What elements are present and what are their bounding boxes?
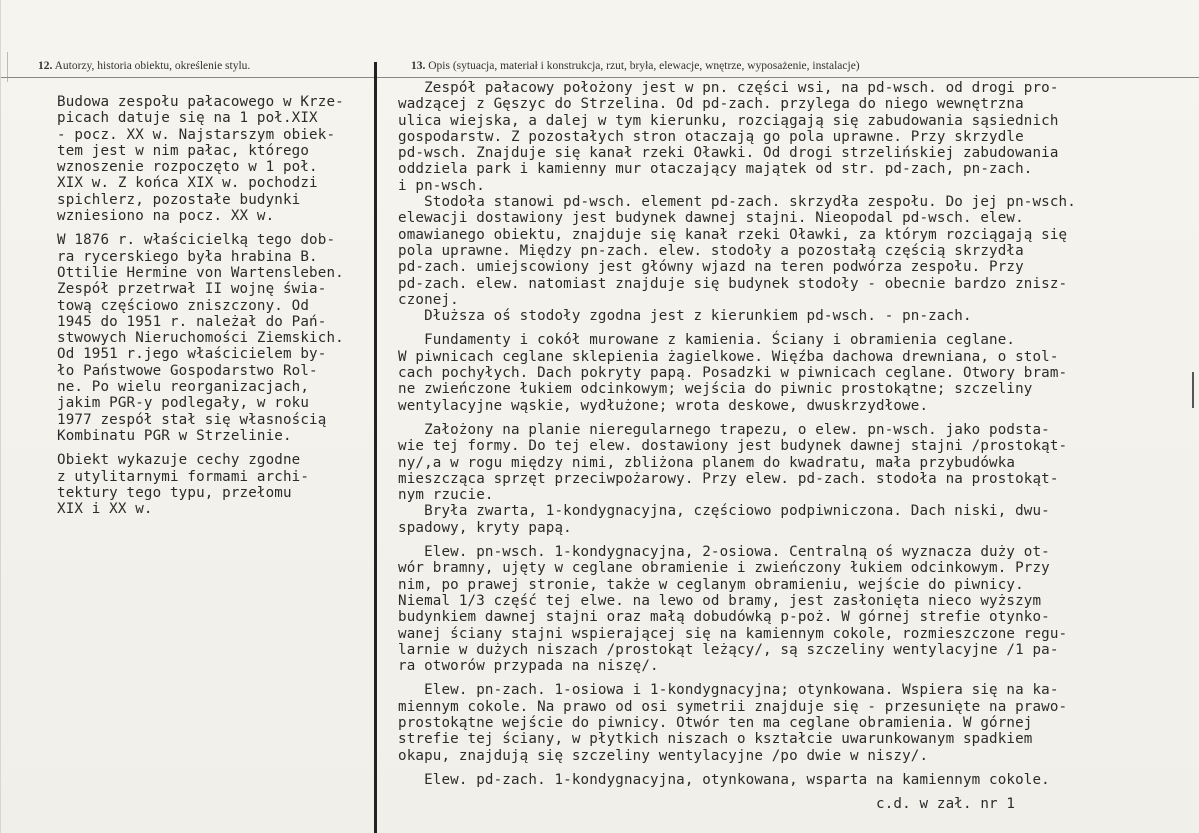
description-text-line: oddziela park i kamienny mur otaczający majątek od str. pd-zach, pn-zach.: [398, 161, 1033, 178]
description-text-line: [398, 674, 1178, 682]
description-text-line: wadzącej z Gęszyc do Strzelina. Od pd-zach. przylega do niego wewnętrzna: [398, 96, 1024, 113]
section-12-header: [38, 60, 250, 72]
description-text-line: pola uprawne. Między pn-zach. elew. stodoły a pozostałą częścią skrzydła: [398, 242, 1024, 259]
description-text-line: c.d. w zał. nr 1: [398, 796, 1016, 813]
history-text-line: tem jest w nim pałac, którego: [57, 142, 310, 159]
description-text-line: nim, po prawej stronie, także w ceglanym obramieniu, wejście do piwnicy.: [398, 576, 1024, 593]
history-text-line: tektury tego typu, przełomu: [57, 484, 292, 501]
description-text-line: nym rzucie.: [398, 487, 494, 504]
history-text-line: W 1876 r. właścicielką tego dob-: [57, 232, 336, 249]
description-text-line: W piwnicach ceglane sklepienia żagielkowe. Więźba dachowa drewniana, o stol-: [398, 348, 1059, 365]
description-text-line: elewacji dostawiony jest budynek dawnej stajni. Nieopodal pd-wsch. elew.: [398, 210, 1024, 227]
description-text-line: budynkiem dawnej stajni oraz małą dobudówką p-poż. W górnej strefie otynko-: [398, 609, 1050, 626]
history-text-line: XIX w. Z końca XIX w. pochodzi: [57, 175, 318, 192]
description-text-line: Elew. pn-zach. 1-osiowa i 1-kondygnacyjna; otynkowana. Wspiera się na ka-: [398, 682, 1059, 699]
description-text-line: ulica wiejska, a dalej w tym kierunku, rozciągają się zabudowania sąsiednich: [398, 112, 1059, 129]
margin-mark: [1192, 372, 1194, 408]
description-text-line: i pn-wsch.: [398, 177, 485, 194]
description-text-line: wór bramny, ujęty w ceglane obramienie i zwieńczony łukiem odcinkowym. Przy: [398, 560, 1050, 577]
description-text-line: larnie w dużych niszach /prostokąt leżący/, są szczeliny wentylacyjne /1 pa-: [398, 641, 1059, 658]
description-text-line: Założony na planie nieregularnego trapezu, o elew. pn-wsch. jako podsta-: [398, 421, 1050, 438]
description-text-line: Niemal 1/3 część tej elwe. na lewo od bramy, jest zasłonięta nieco wyższym: [398, 592, 1042, 609]
description-text-line: czonej.: [398, 291, 459, 308]
header-rule: [1, 77, 1199, 78]
description-text-line: [398, 536, 1178, 544]
column-divider: [374, 62, 377, 833]
description-text-line: Zespół pałacowy położony jest w pn. części wsi, na pd-wsch. od drogi pro-: [398, 80, 1059, 96]
history-text-line: wzniesiono na pocz. XX w.: [57, 208, 275, 225]
history-text-line: 1977 zespół stał się własnością: [57, 411, 327, 428]
description-text-line: [398, 414, 1178, 422]
history-text-line: Ottilie Hermine von Wartensleben.: [57, 264, 344, 281]
description-text-line: ne zwieńczone łukiem odcinkowym; wejścia do piwnic prostokątne; szczeliny: [398, 381, 1033, 398]
section-12-number: 12.: [38, 60, 53, 72]
history-text-line: jakim PGR-y podlegały, w roku: [57, 395, 310, 412]
section-12-title: Autorzy, historia obiektu, określenie stylu.: [54, 60, 251, 72]
section-13-header: [411, 60, 860, 72]
history-text-line: spichlerz, pozostałe budynki: [57, 191, 301, 208]
history-text-line: [57, 444, 372, 452]
description-text-line: okapu, znajdują się szczeliny wentylacyjne /po dwie w niszy/.: [398, 747, 929, 764]
history-text-line: wznoszenie rozpoczęto w 1 poł.: [57, 159, 318, 176]
description-text-line: prostokątne wejście do piwnicy. Otwór ten ma ceglane obramienia. W górnej: [398, 714, 1033, 731]
description-text-line: [398, 788, 1178, 796]
history-text-line: - pocz. XX w. Najstarszym obiek-: [57, 126, 336, 143]
description-text-line: cach pochyłych. Dach pokryty papą. Posadzki w piwnicach ceglane. Otwory bram-: [398, 365, 1068, 382]
history-text-line: XIX i XX w.: [57, 501, 153, 518]
description-text-line: spadowy, kryty papą.: [398, 519, 572, 536]
description-column: [398, 80, 1178, 812]
description-text-line: mieszcząca sprzęt przeciwpożarowy. Przy elew. pd-zach. stodoła na prostokąt-: [398, 470, 1059, 487]
description-text-line: Bryła zwarta, 1-kondygnacyjna, częściowo podpiwniczona. Dach niski, dwu-: [398, 503, 1050, 520]
description-text-line: wie tej formy. Do tej elew. dostawiony jest budynek dawnej stajni /prostokąt-: [398, 438, 1068, 455]
history-text-line: [57, 224, 372, 232]
history-text-line: Od 1951 r.jego właścicielem by-: [57, 346, 327, 363]
description-text-line: Dłuższa oś stodoły zgodna jest z kierunkiem pd-wsch. - pn-zach.: [398, 308, 972, 325]
description-text-line: ny/,a w rogu między nimi, zbliżona planem do kwadratu, mała przybudówka: [398, 454, 1016, 471]
description-text-line: [398, 764, 1178, 772]
history-text-line: z utylitarnymi formami archi-: [57, 468, 310, 485]
description-text-line: pd-zach. umiejscowiony jest główny wjazd na teren podwórza zespołu. Przy: [398, 259, 1024, 276]
section-13-title: Opis (sytuacja, materiał i konstrukcja, rzut, bryła, elewacje, wnętrze, wyposażenie, instalacje): [428, 60, 860, 72]
description-text-line: Fundamenty i cokół murowane z kamienia. Ściany i obramienia ceglane.: [398, 332, 1016, 349]
history-text-line: Zespół przetrwał II wojnę świa-: [57, 281, 327, 298]
history-text-line: ło Państwowe Gospodarstwo Rol-: [57, 362, 318, 379]
description-text-line: ra otworów przypada na niszę/.: [398, 658, 659, 675]
history-text-line: Kombinatu PGR w Strzelinie.: [57, 427, 292, 444]
description-text-line: pd-wsch. Znajduje się kanał rzeki Oławki. Od drogi strzelińskiej zabudowania: [398, 145, 1059, 162]
description-text-line: Stodoła stanowi pd-wsch. element pd-zach. skrzydła zespołu. Do jej pn-wsch.: [398, 194, 1076, 211]
description-text-line: Elew. pd-zach. 1-kondygnacyjna, otynkowana, wsparta na kamiennym cokole.: [398, 771, 1050, 788]
description-text-line: pd-zach. elew. natomiast znajduje się budynek stodoły - obecnie bardzo znisz-: [398, 275, 1068, 292]
description-text-line: strefie tej ściany, w płytkich niszach o kształcie uwarunkowanym spadkiem: [398, 731, 1033, 748]
history-text-line: stwowych Nieruchomości Ziemskich.: [57, 330, 344, 347]
description-text-line: Elew. pn-wsch. 1-kondygnacyjna, 2-osiowa. Centralną oś wyznacza duży ot-: [398, 544, 1050, 561]
history-text-line: picach datuje się na 1 poł.XIX: [57, 110, 318, 127]
description-text-line: wanej ściany stajni wspierającej się na kamiennym cokole, rozmieszczone regu-: [398, 625, 1068, 642]
description-text-line: omawianego obiektu, znajduje się kanał rzeki Oławki, za którym rozciągają się: [398, 226, 1068, 243]
history-text-line: Budowa zespołu pałacowego w Krze-: [57, 94, 344, 110]
history-text-line: Obiekt wykazuje cechy zgodne: [57, 452, 301, 469]
history-text-line: 1945 do 1951 r. należał do Pań-: [57, 313, 327, 330]
history-text-line: ra rycerskiego była hrabina B.: [57, 248, 318, 265]
history-text-line: tową częściowo zniszczony. Od: [57, 297, 310, 314]
history-text-line: ne. Po wielu reorganizacjach,: [57, 379, 310, 396]
section-13-number: 13.: [411, 60, 426, 72]
description-text-line: gospodarstw. Z pozostałych stron otaczają go pola uprawne. Przy skrzydle: [398, 128, 1024, 145]
history-column: [57, 94, 372, 517]
description-text-line: wentylacyjne wąskie, wydłużone; wrota deskowe, dwuskrzydłowe.: [398, 397, 929, 414]
description-text-line: miennym cokole. Na prawo od osi symetrii znajduje się - przesunięte na prawo-: [398, 698, 1068, 715]
